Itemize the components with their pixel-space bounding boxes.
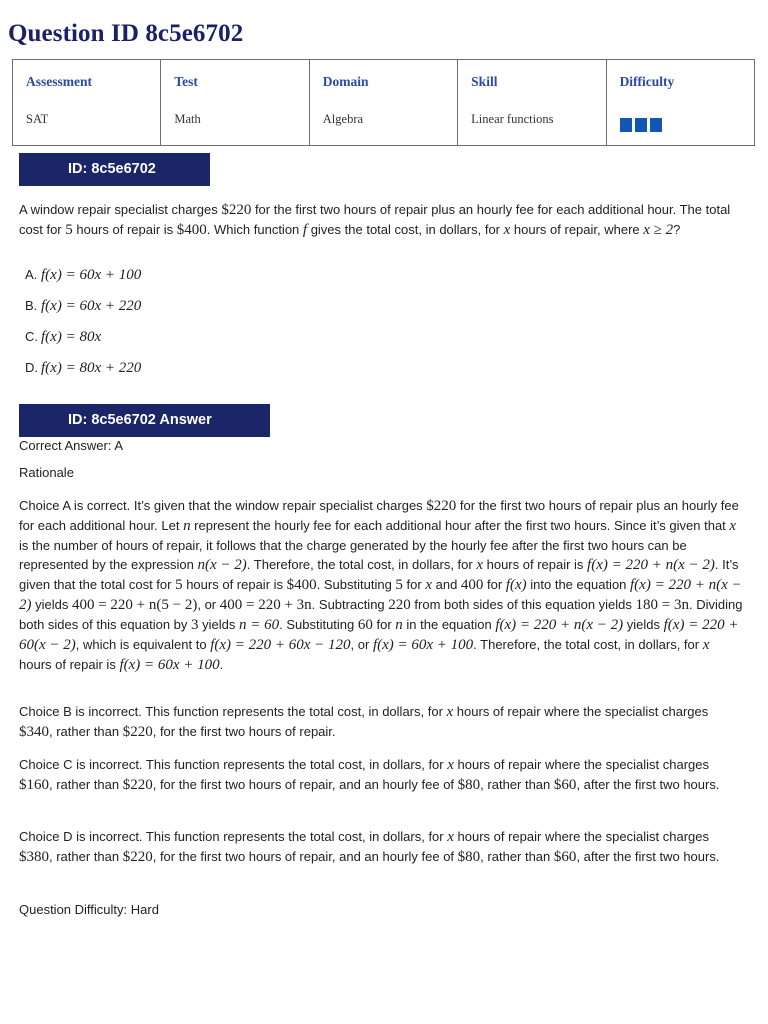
rationale-text: . Substituting xyxy=(279,617,358,632)
rationale-math: 60 xyxy=(357,617,373,633)
answer-choice-d xyxy=(25,358,141,378)
meta-header-difficulty: Difficulty xyxy=(619,74,675,89)
correct-answer: Correct Answer: A xyxy=(19,438,124,453)
rationale-math: x xyxy=(447,757,454,773)
answer-choice-b xyxy=(25,296,141,316)
choice-expression: f(x) = 80x xyxy=(41,329,102,345)
rationale-math: $400 xyxy=(286,577,317,593)
rationale-text: , for the first two hours of repair, and an hourly fee of xyxy=(152,777,458,792)
stem-text: gives the total cost, in dollars, for xyxy=(307,222,504,237)
rationale-choice-d xyxy=(19,827,745,867)
rationale-text: . xyxy=(219,657,224,672)
choice-expression: f(x) = 60x + 100 xyxy=(41,267,142,283)
rationale-text: , or xyxy=(197,597,220,612)
rationale-text: . Subtracting xyxy=(311,597,389,612)
rationale-math: x xyxy=(446,704,454,720)
rationale-math: 400 = 220 + n(5 − 2) xyxy=(71,597,198,613)
rationale-text: , rather than xyxy=(480,777,554,792)
rationale-math: f(x) = 220 + n(x − 2) xyxy=(495,617,624,633)
rationale-math: $80 xyxy=(457,777,481,793)
stem-text: ? xyxy=(673,222,681,237)
answer-id-banner: ID: 8c5e6702 Answer xyxy=(19,404,270,437)
stem-math: 5 xyxy=(65,222,73,238)
rationale-text: in the equation xyxy=(402,617,496,632)
stem-math: x xyxy=(503,222,511,238)
rationale-math: 220 xyxy=(388,597,411,613)
rationale-text: and xyxy=(432,577,461,592)
meta-header-test: Test xyxy=(174,74,198,89)
rationale-math: $220 xyxy=(122,849,153,865)
page-title: Question ID 8c5e6702 xyxy=(8,20,244,47)
rationale-math: 400 xyxy=(460,577,484,593)
choice-label: D. xyxy=(25,360,38,375)
rationale-text: Choice B is incorrect. This function represents the total cost, in dollars, for xyxy=(19,704,447,719)
rationale-math: $220 xyxy=(122,777,153,793)
rationale-math: x xyxy=(425,577,432,593)
rationale-text: hours of repair where the specialist charges xyxy=(453,757,709,772)
rationale-math: f(x) = 220 + 60x − 120 xyxy=(210,637,351,653)
rationale-text: , rather than xyxy=(49,777,123,792)
rationale-math: n xyxy=(183,518,191,534)
meta-value-domain: Algebra xyxy=(322,112,364,126)
choice-expression: f(x) = 60x + 220 xyxy=(41,298,142,314)
rationale-text: , after the first two hours. xyxy=(576,849,720,864)
rationale-math: $340 xyxy=(19,724,49,740)
rationale-math: f(x) = 60x + 100 xyxy=(119,657,220,673)
rationale-math: 400 = 220 + 3n xyxy=(219,597,312,613)
answer-choice-c xyxy=(25,327,101,347)
difficulty-bar xyxy=(650,118,662,132)
question-stem xyxy=(19,200,745,240)
rationale-math: n = 60 xyxy=(238,617,280,633)
question-difficulty: Question Difficulty: Hard xyxy=(19,902,159,917)
rationale-text: Choice A is correct. It’s given that the window repair specialist charges xyxy=(19,498,427,513)
rationale-math: $380 xyxy=(19,849,49,865)
rationale-text: , rather than xyxy=(49,849,123,864)
meta-value-assessment: SAT xyxy=(26,112,49,126)
rationale-choice-b xyxy=(19,702,745,742)
meta-cell-skill xyxy=(458,60,606,146)
meta-cell-test xyxy=(161,60,309,146)
stem-math: f xyxy=(302,222,308,238)
rationale-text: hours of repair is xyxy=(182,577,287,592)
rationale-math: $160 xyxy=(19,777,49,793)
rationale-math: n(x − 2) xyxy=(197,557,247,573)
meta-header-domain: Domain xyxy=(322,74,369,89)
rationale-text: , or xyxy=(350,637,373,652)
meta-cell-domain xyxy=(309,60,457,146)
difficulty-bar xyxy=(620,118,632,132)
choice-label: A. xyxy=(25,267,38,282)
choice-expression: f(x) = 80x + 220 xyxy=(41,360,142,376)
rationale-choice-c xyxy=(19,755,745,795)
stem-text: A window repair specialist charges xyxy=(19,202,222,217)
rationale-math: f(x) = 220 + n(x − 2) xyxy=(19,577,742,613)
meta-header-assessment: Assessment xyxy=(26,74,92,89)
rationale-heading: Rationale xyxy=(19,465,74,480)
rationale-text: , for the first two hours of repair. xyxy=(152,724,336,739)
rationale-text: hours of repair where the specialist charges xyxy=(453,829,709,844)
rationale-math: x xyxy=(476,557,483,573)
rationale-math: 5 xyxy=(395,577,403,593)
rationale-text: hours of repair is xyxy=(19,657,120,672)
rationale-math: $80 xyxy=(457,849,481,865)
meta-value-skill: Linear functions xyxy=(471,112,554,126)
rationale-text: hours of repair where the specialist charges xyxy=(453,704,709,719)
rationale-math: f(x) = 220 + 60(x − 2) xyxy=(19,617,739,653)
rationale-text: , after the first two hours. xyxy=(576,777,720,792)
question-meta-table xyxy=(12,59,755,146)
rationale-text: . Substituting xyxy=(316,577,396,592)
rationale-text: is the number of hours of repair, it follows that the charge generated by the hourly fee after the first two hours can be represented by the expression xyxy=(19,538,687,572)
rationale-text: , which is equivalent to xyxy=(75,637,211,652)
stem-math: $400 xyxy=(176,222,207,238)
stem-text: hours of repair, where xyxy=(510,222,644,237)
rationale-text: yields xyxy=(623,617,664,632)
rationale-text: . It’s given that the total cost for xyxy=(19,557,739,592)
rationale-text: , for the first two hours of repair, and an hourly fee of xyxy=(152,849,458,864)
rationale-math: $220 xyxy=(122,724,153,740)
choice-label: C. xyxy=(25,329,38,344)
meta-header-skill: Skill xyxy=(471,74,498,89)
rationale-text: Choice D is incorrect. This function represents the total cost, in dollars, for xyxy=(19,829,448,844)
rationale-text: , rather than xyxy=(49,724,123,739)
rationale-text: . Dividing both sides of this equation by xyxy=(19,597,743,632)
stem-math: x ≥ 2 xyxy=(643,222,674,238)
rationale-math: x xyxy=(447,829,454,845)
rationale-math: $60 xyxy=(553,777,577,793)
question-id-banner: ID: 8c5e6702 xyxy=(19,153,210,186)
rationale-text: yields xyxy=(198,617,239,632)
rationale-math: f(x) xyxy=(505,577,527,593)
rationale-math: x xyxy=(729,518,737,534)
rationale-text: , rather than xyxy=(480,849,554,864)
rationale-text: . Therefore, the total cost, in dollars, for xyxy=(473,637,703,652)
rationale-text: for xyxy=(402,577,426,592)
rationale-math: $220 xyxy=(426,498,457,514)
meta-value-test: Math xyxy=(174,112,201,126)
stem-text: for the first two hours of repair plus an hourly fee for each additional hour. The total cost for xyxy=(19,202,731,237)
rationale-text: hours of repair is xyxy=(483,557,588,572)
meta-cell-assessment xyxy=(13,60,161,146)
difficulty-bar xyxy=(635,118,647,132)
rationale-math: $60 xyxy=(553,849,577,865)
rationale-text: for xyxy=(483,577,506,592)
rationale-choice-a xyxy=(19,496,745,675)
stem-text: hours of repair is xyxy=(72,222,177,237)
answer-choice-a xyxy=(25,265,141,285)
rationale-text: for xyxy=(372,617,396,632)
rationale-math: f(x) = 220 + n(x − 2) xyxy=(587,557,715,573)
rationale-text: . Therefore, the total cost, in dollars, for xyxy=(246,557,477,572)
rationale-math: n xyxy=(395,617,403,633)
rationale-text: into the equation xyxy=(526,577,631,592)
rationale-text: represent the hourly fee for each additional hour after the first two hours. Since it’s given that xyxy=(190,518,730,533)
difficulty-indicator xyxy=(620,118,754,132)
stem-math: $220 xyxy=(221,202,252,218)
stem-text: . Which function xyxy=(206,222,303,237)
rationale-math: 180 = 3n xyxy=(635,597,689,613)
rationale-text: for the first two hours of repair plus an hourly fee for each additional hour. Let xyxy=(19,498,739,533)
meta-cell-difficulty xyxy=(606,60,754,146)
rationale-text: yields xyxy=(31,597,72,612)
rationale-text: Choice C is incorrect. This function represents the total cost, in dollars, for xyxy=(19,757,448,772)
rationale-math: 3 xyxy=(191,617,199,633)
choice-label: B. xyxy=(25,298,38,313)
rationale-math: 5 xyxy=(175,577,183,593)
rationale-math: f(x) = 60x + 100 xyxy=(372,637,474,653)
rationale-math: x xyxy=(702,637,710,653)
rationale-text: from both sides of this equation yields xyxy=(410,597,636,612)
